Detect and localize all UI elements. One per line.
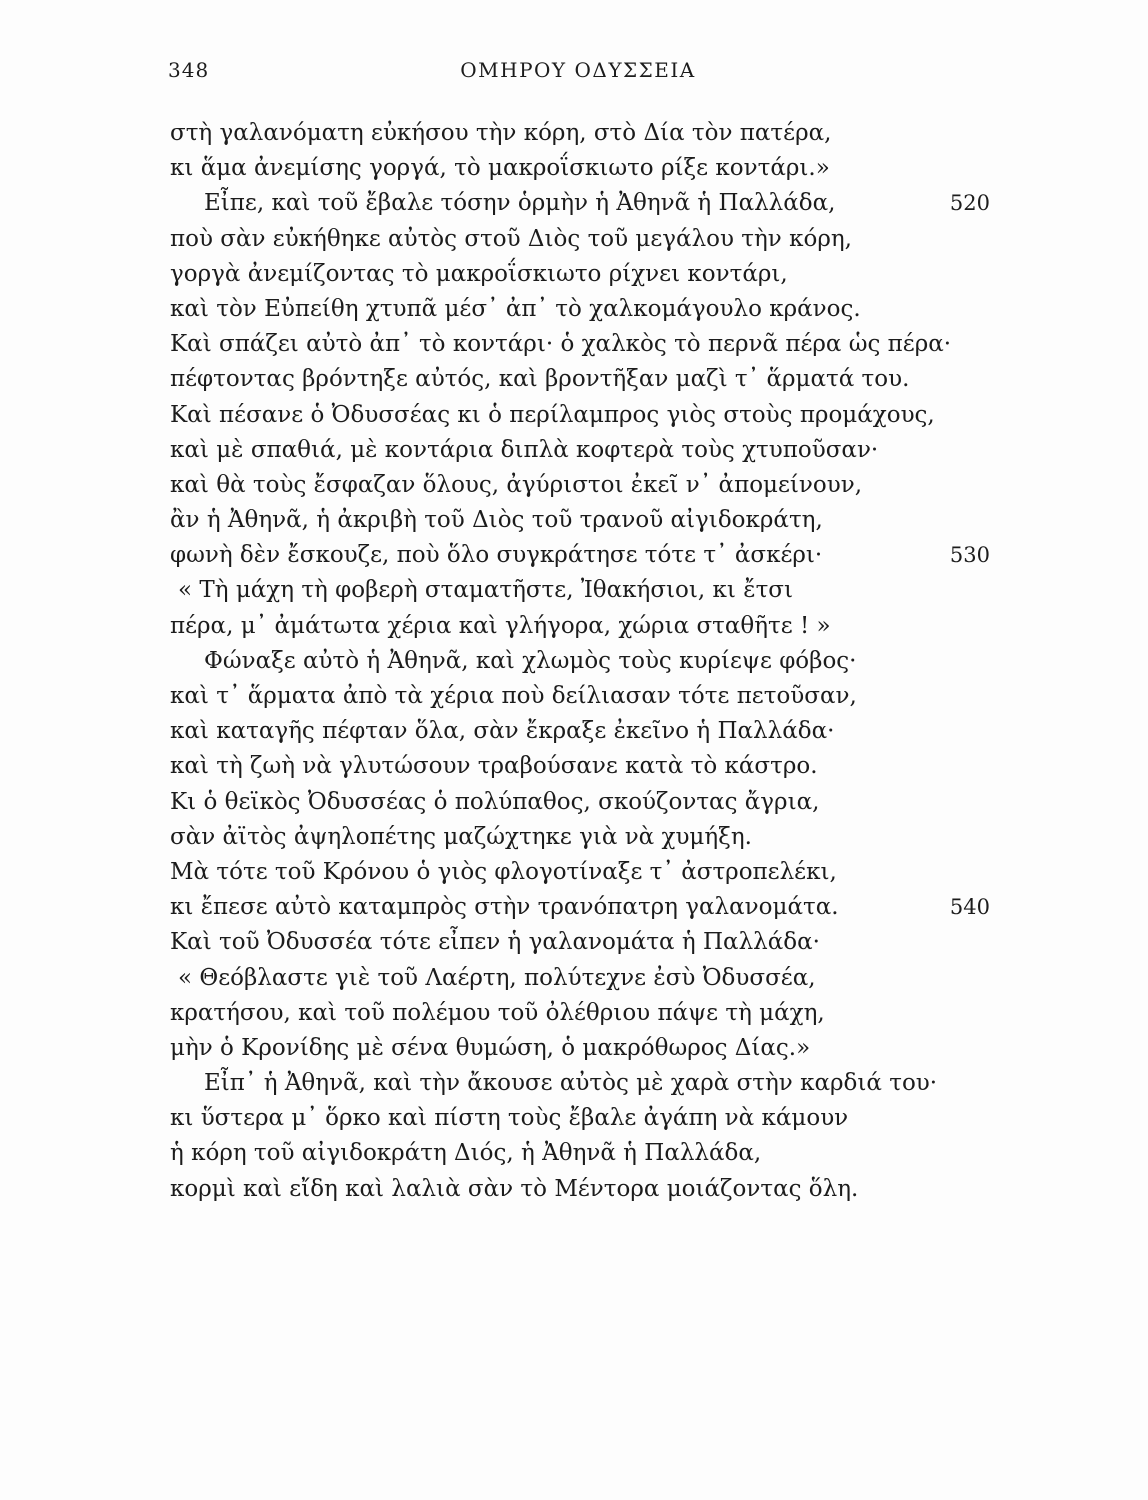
verse-line xyxy=(170,749,990,784)
verse-text: στὴ γαλανόματη εὐκήσου τὴν κόρη, στὸ Δία τὸν πατέρα, xyxy=(170,120,832,146)
verse-line xyxy=(170,327,990,362)
verse-text: κρατήσου, καὶ τοῦ πολέμου τοῦ ὀλέθριου πάψε τὴ μάχη, xyxy=(170,999,825,1026)
verse-text: ποὺ σὰν εὐκήθηκε αὐτὸς στοῦ Διὸς τοῦ μεγάλου τὴν κόρη, xyxy=(170,225,852,252)
verse-line xyxy=(170,362,990,397)
verse-line xyxy=(170,714,990,749)
verse-text: καὶ τὸν Εὐπείθη χτυπᾶ μέσ᾽ ἀπ᾽ τὸ χαλκομάγουλο κράνος. xyxy=(170,295,861,322)
verse-text: καὶ καταγῆς πέφταν ὅλα, σὰν ἔκραξε ἐκεῖνο ἡ Παλλάδα· xyxy=(170,718,835,745)
verse-line xyxy=(170,609,990,644)
verse-block xyxy=(170,116,990,1207)
verse-line xyxy=(170,116,990,151)
book-title: ΟΜΗΡΟΥ ΟΔΥΣΣΕΙΑ xyxy=(460,58,696,82)
verse-text: καὶ τὴ ζωὴ νὰ γλυτώσουν τραβούσανε κατὰ τὸ κάστρο. xyxy=(170,753,818,780)
verse-line xyxy=(170,961,990,996)
verse-text: Εἶπ᾽ ἡ Ἀθηνᾶ, καὶ τὴν ἄκουσε αὐτὸς μὲ χαρὰ στὴν καρδιά του· xyxy=(204,1070,938,1097)
verse-text: φωνὴ δὲν ἔσκουζε, ποὺ ὅλο συγκράτησε τότε τ᾽ ἀσκέρι· xyxy=(170,542,823,569)
verse-text: Καὶ πέσανε ὁ Ὀδυσσέας κι ὁ περίλαμπρος γιὸς στοὺς προμάχους, xyxy=(170,401,935,428)
verse-text: μὴν ὁ Κρονίδης μὲ σένα θυμώση, ὁ μακρόθωρος Δίας.» xyxy=(170,1034,811,1061)
verse-text: πέφτοντας βρόντηξε αὐτός, καὶ βροντῆξαν μαζὶ τ᾽ ἅρματά του. xyxy=(170,366,910,393)
verse-line xyxy=(170,820,990,855)
verse-line xyxy=(170,538,990,573)
verse-line xyxy=(170,186,990,221)
verse-line xyxy=(170,1136,990,1171)
line-number: 540 xyxy=(949,895,990,920)
verse-text: Μὰ τότε τοῦ Κρόνου ὁ γιὸς φλογοτίναξε τ᾽ ἀστροπελέκι, xyxy=(170,858,837,885)
verse-text: καὶ τ᾽ ἅρματα ἀπὸ τὰ χέρια ποὺ δείλιασαν τότε πετοῦσαν, xyxy=(170,683,857,709)
verse-line xyxy=(170,398,990,433)
verse-line xyxy=(170,785,990,820)
verse-text: Κι ὁ θεϊκὸς Ὀδυσσέας ὁ πολύπαθος, σκούζοντας ἄγρια, xyxy=(170,788,820,815)
verse-text: πέρα, μ᾽ ἀμάτωτα χέρια καὶ γλήγορα, χώρια σταθῆτε ! » xyxy=(170,612,831,639)
verse-line xyxy=(170,503,990,538)
verse-line xyxy=(170,996,990,1031)
verse-text: « Τὴ μάχη τὴ φοβερὴ σταματῆστε, Ἰθακήσιοι, κι ἔτσι xyxy=(178,577,794,604)
verse-line xyxy=(170,222,990,257)
verse-text: γοργὰ ἀνεμίζοντας τὸ μακροΐσκιωτο ρίχνει κοντάρι, xyxy=(170,260,788,287)
verse-text: καὶ θὰ τοὺς ἔσφαζαν ὅλους, ἀγύριστοι ἐκεῖ ν᾽ ἀπομείνουν, xyxy=(170,471,863,498)
verse-line xyxy=(170,890,990,925)
verse-line xyxy=(170,644,990,679)
running-head xyxy=(168,58,988,88)
line-number: 520 xyxy=(949,191,990,216)
verse-line xyxy=(170,925,990,960)
verse-text: κι ἔπεσε αὐτὸ καταμπρὸς στὴν τρανόπατρη γαλανομάτα. xyxy=(170,894,839,921)
verse-text: Φώναξε αὐτὸ ἡ Ἀθηνᾶ, καὶ χλωμὸς τοὺς κυρίεψε φόβος· xyxy=(204,647,857,674)
verse-text: καὶ μὲ σπαθιά, μὲ κοντάρια διπλὰ κοφτερὰ τοὺς χτυποῦσαν· xyxy=(170,436,879,463)
verse-line xyxy=(170,151,990,186)
verse-text: Καὶ σπάζει αὐτὸ ἀπ᾽ τὸ κοντάρι· ὁ χαλκὸς τὸ περνᾶ πέρα ὡς πέρα· xyxy=(170,331,952,358)
verse-line xyxy=(170,257,990,292)
verse-line xyxy=(170,433,990,468)
verse-line xyxy=(170,573,990,608)
verse-line xyxy=(170,292,990,327)
page-number: 348 xyxy=(168,58,210,82)
verse-text: κι ὕστερα μ᾽ ὅρκο καὶ πίστη τοὺς ἔβαλε ἀγάπη νὰ κάμουν xyxy=(170,1105,849,1132)
verse-text: σὰν ἀϊτὸς ἀψηλοπέτης μαζώχτηκε γιὰ νὰ χυμήξη. xyxy=(170,823,752,850)
verse-line xyxy=(170,468,990,503)
verse-text: ἡ κόρη τοῦ αἰγιδοκράτη Διός, ἡ Ἀθηνᾶ ἡ Παλλάδα, xyxy=(170,1140,762,1167)
verse-line xyxy=(170,1172,990,1207)
verse-text: Καὶ τοῦ Ὀδυσσέα τότε εἶπεν ἡ γαλανομάτα ἡ Παλλάδα· xyxy=(170,929,820,956)
verse-text: Εἶπε, καὶ τοῦ ἔβαλε τόσην ὁρμὴν ἡ Ἀθηνᾶ ἡ Παλλάδα, xyxy=(204,190,836,217)
verse-line xyxy=(170,1066,990,1101)
verse-text: « Θεόβλαστε γιὲ τοῦ Λαέρτη, πολύτεχνε ἐσὺ Ὀδυσσέα, xyxy=(178,964,816,991)
verse-line xyxy=(170,1031,990,1066)
verse-text: ἂν ἡ Ἀθηνᾶ, ἡ ἀκριβὴ τοῦ Διὸς τοῦ τρανοῦ αἰγιδοκράτη, xyxy=(170,507,823,534)
line-number: 530 xyxy=(949,543,990,568)
verse-text: κορμὶ καὶ εἴδη καὶ λαλιὰ σὰν τὸ Μέντορα μοιάζοντας ὅλη. xyxy=(170,1175,859,1202)
verse-text: κι ἅμα ἀνεμίσης γοργά, τὸ μακροΐσκιωτο ρίξε κοντάρι.» xyxy=(170,155,830,182)
verse-line xyxy=(170,855,990,890)
verse-line xyxy=(170,679,990,714)
verse-line xyxy=(170,1101,990,1136)
